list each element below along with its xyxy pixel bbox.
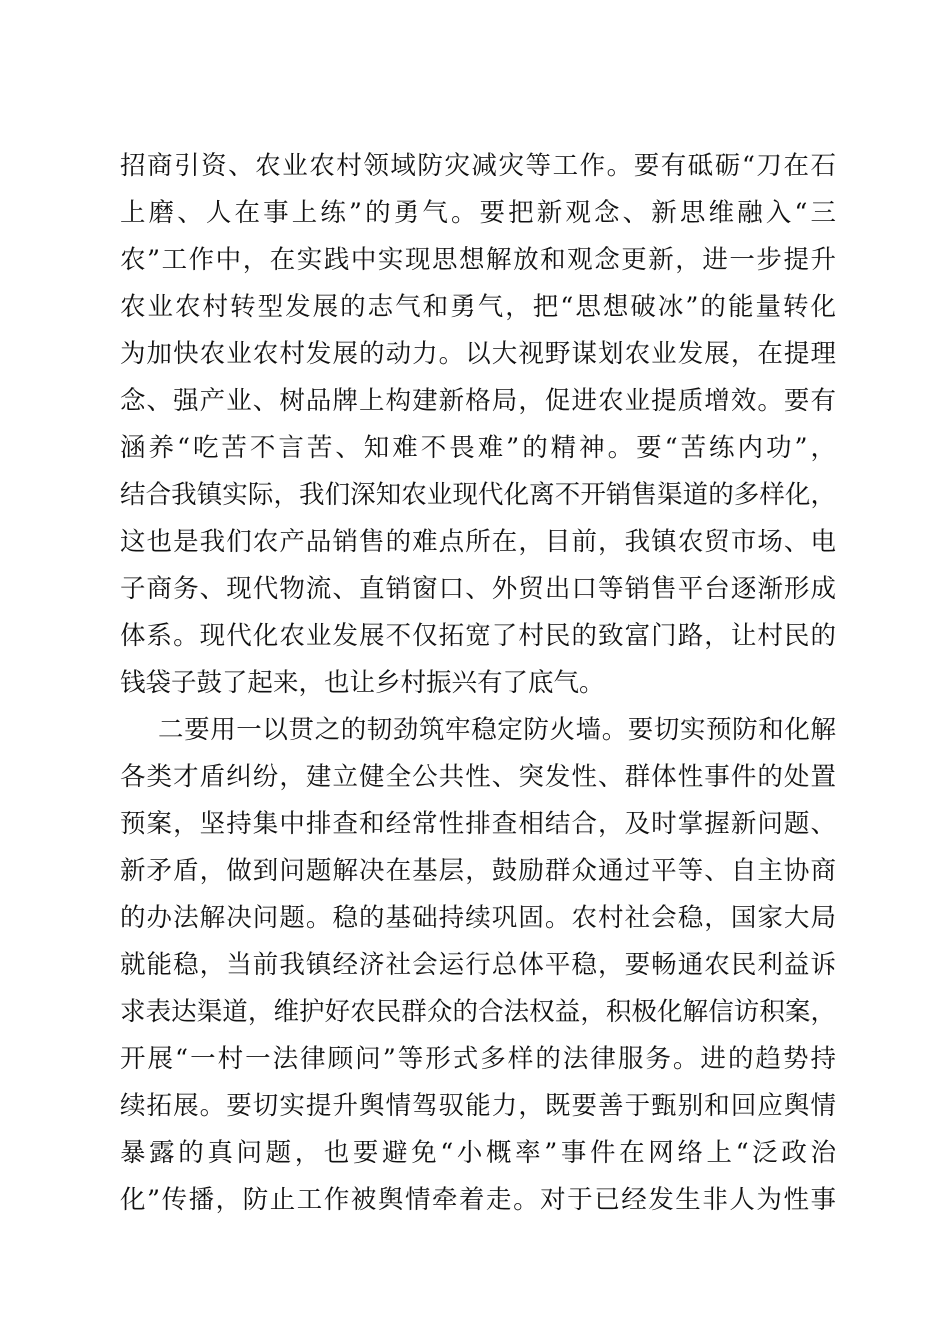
paragraph-1-line: 为加快农业农村发展的动力。以大视野谋划农业发展，在提理 [120,339,836,369]
paragraph-1-line: 涵养“吃苦不言苦、知难不畏难”的精神。要“苦练内功”， [120,433,836,463]
paragraph-1-line: 念、强产业、树品牌上构建新格局，促进农业提质增效。要有 [120,386,836,416]
paragraph-2-line: 就能稳，当前我镇经济社会运行总体平稳，要畅通农民利益诉 [120,950,836,980]
paragraph-2-line: 求表达渠道，维护好农民群众的合法权益，积极化解信访积案， [120,997,836,1027]
paragraph-2-line: 化”传播，防止工作被舆情牵着走。对于已经发生非人为性事 [120,1185,836,1215]
paragraph-1-line: 农”工作中，在实践中实现思想解放和观念更新，进一步提升 [120,245,836,275]
paragraph-1-line: 招商引资、农业农村领域防灾减灾等工作。要有砥砺“刀在石 [120,151,836,181]
paragraph-1-line: 子商务、现代物流、直销窗口、外贸出口等销售平台逐渐形成 [120,574,836,604]
paragraph-2-line: 预案，坚持集中排查和经常性排查相结合，及时掌握新问题、 [120,809,836,839]
paragraph-2-line: 新矛盾，做到问题解决在基层，鼓励群众通过平等、自主协商 [120,856,836,886]
paragraph-1-line: 这也是我们农产品销售的难点所在，目前，我镇农贸市场、电 [120,527,836,557]
paragraph-1-line: 农业农村转型发展的志气和勇气，把“思想破冰”的能量转化 [120,292,836,322]
paragraph-2-line: 各类才盾纠纷，建立健全公共性、突发性、群体性事件的处置 [120,762,836,792]
document-body [120,143,836,1224]
paragraph-1-line: 结合我镇实际，我们深知农业现代化离不开销售渠道的多样化， [120,480,836,510]
paragraph-2-line: 续拓展。要切实提升舆情驾驭能力，既要善于甄别和回应舆情 [120,1091,836,1121]
paragraph-2-line: 二要用一以贯之的韧劲筑牢稳定防火墙。要切实预防和化解 [158,715,836,745]
paragraph-2-line: 的办法解决问题。稳的基础持续巩固。农村社会稳，国家大局 [120,903,836,933]
paragraph-2-line: 暴露的真问题，也要避免“小概率”事件在网络上“泛政治 [120,1138,836,1168]
paragraph-2-line: 开展“一村一法律顾问”等形式多样的法律服务。进的趋势持 [120,1044,836,1074]
paragraph-1-line: 钱袋子鼓了起来，也让乡村振兴有了底气。 [120,668,605,698]
paragraph-1-line: 体系。现代化农业发展不仅拓宽了村民的致富门路，让村民的 [120,621,836,651]
paragraph-1-line: 上磨、人在事上练”的勇气。要把新观念、新思维融入“三 [120,198,836,228]
